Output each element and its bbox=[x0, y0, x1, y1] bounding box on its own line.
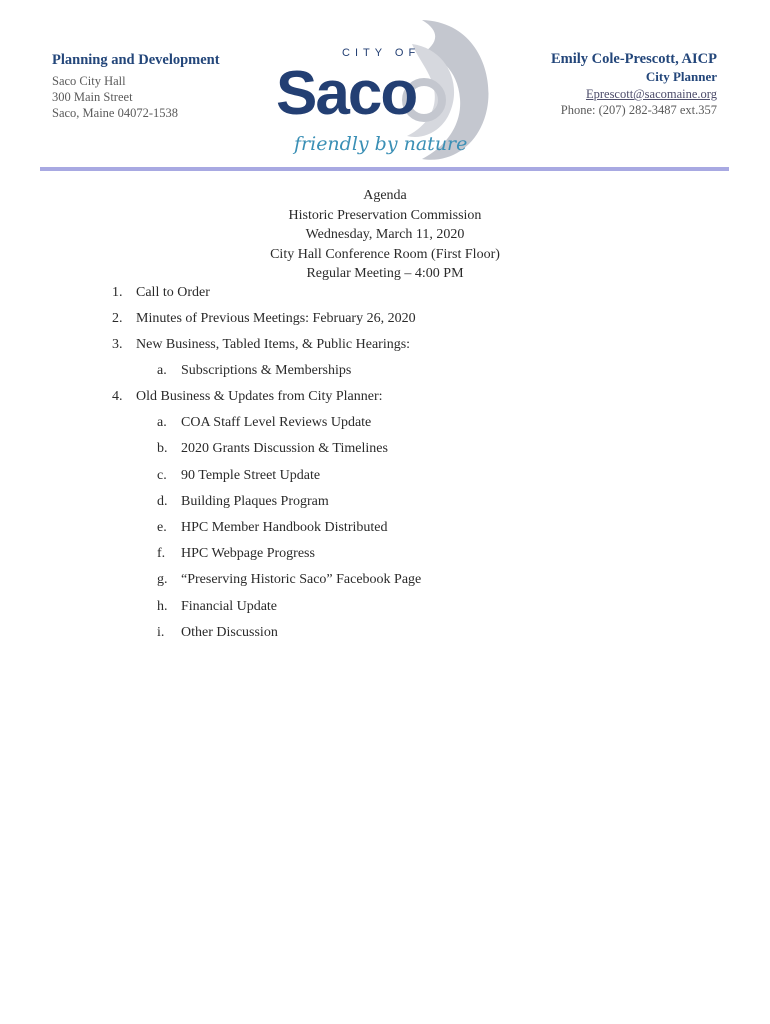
item-text: Old Business & Updates from City Planner: bbox=[136, 389, 383, 405]
subitem-text: HPC Webpage Progress bbox=[181, 546, 315, 562]
agenda-item bbox=[112, 283, 712, 309]
agenda-list bbox=[112, 283, 712, 649]
agenda-subitem bbox=[112, 597, 712, 623]
item-text: Minutes of Previous Meetings: February 26, 2020 bbox=[136, 311, 416, 326]
agenda-subitem bbox=[112, 413, 712, 439]
contact-block bbox=[467, 50, 717, 118]
subitem-letter: a. bbox=[157, 363, 167, 378]
logo-tagline: friendly by nature bbox=[294, 133, 468, 155]
agenda-subitem bbox=[112, 570, 712, 596]
subitem-letter: h. bbox=[157, 598, 168, 614]
meeting-time: Regular Meeting – 4:00 PM bbox=[306, 266, 464, 281]
city-of-saco-logo bbox=[272, 14, 494, 164]
subitem-text: Financial Update bbox=[181, 598, 278, 614]
header-divider bbox=[40, 167, 729, 171]
agenda-item bbox=[112, 335, 712, 361]
item-text: Call to Order bbox=[136, 285, 210, 300]
contact-phone: Phone: (207) 282-3487 ext.357 bbox=[560, 103, 717, 117]
committee-name: Historic Preservation Commission bbox=[288, 207, 482, 223]
subitem-text: “Preserving Historic Saco” Facebook Page bbox=[181, 572, 422, 588]
contact-title: City Planner bbox=[645, 69, 717, 84]
subitem-letter: c. bbox=[157, 467, 167, 483]
logo-name: Saco bbox=[276, 59, 417, 128]
item-number: 4. bbox=[112, 389, 123, 405]
agenda-subitem bbox=[112, 544, 712, 570]
agenda-subitem bbox=[112, 439, 712, 465]
subitem-text: COA Staff Level Reviews Update bbox=[181, 415, 372, 431]
item-text: New Business, Tabled Items, & Public Hearings: bbox=[136, 337, 411, 352]
contact-name: Emily Cole-Prescott, AICP bbox=[550, 51, 717, 67]
agenda-subitem bbox=[112, 466, 712, 492]
logo-top-text: CITY OF bbox=[342, 47, 421, 59]
agenda-subitem bbox=[112, 623, 712, 649]
agenda-subitem bbox=[112, 492, 712, 518]
address-line: Saco City Hall bbox=[52, 74, 126, 88]
subitem-text: HPC Member Handbook Distributed bbox=[181, 519, 388, 535]
agenda-item bbox=[112, 309, 712, 335]
subitem-letter: i. bbox=[157, 624, 165, 640]
subitem-letter: f. bbox=[157, 546, 166, 562]
subitem-text: Other Discussion bbox=[181, 624, 278, 640]
item-number: 1. bbox=[112, 285, 123, 300]
address-line: Saco, Maine 04072-1538 bbox=[52, 106, 179, 120]
subitem-text: Building Plaques Program bbox=[181, 493, 329, 509]
subitem-text: Subscriptions & Memberships bbox=[181, 363, 352, 378]
item-number: 2. bbox=[112, 311, 123, 326]
meeting-date: Wednesday, March 11, 2020 bbox=[305, 227, 465, 242]
subitem-text: 2020 Grants Discussion & Timelines bbox=[181, 441, 388, 457]
department-name: Planning and Development bbox=[52, 52, 220, 68]
agenda-item bbox=[112, 387, 712, 413]
meeting-location: City Hall Conference Room (First Floor) bbox=[270, 246, 500, 262]
subitem-letter: a. bbox=[157, 415, 167, 431]
subitem-letter: d. bbox=[157, 493, 168, 509]
department-block bbox=[52, 52, 282, 121]
subitem-letter: b. bbox=[157, 441, 168, 457]
agenda-title: Agenda bbox=[363, 188, 407, 203]
agenda-subitem bbox=[112, 518, 712, 544]
agenda-subitem bbox=[112, 361, 712, 387]
agenda-heading bbox=[0, 186, 770, 284]
address-line: 300 Main Street bbox=[52, 90, 133, 104]
subitem-letter: g. bbox=[157, 572, 168, 588]
subitem-letter: e. bbox=[157, 519, 167, 535]
contact-email-link[interactable]: Eprescott@sacomaine.org bbox=[585, 87, 717, 101]
item-number: 3. bbox=[112, 337, 123, 352]
subitem-text: 90 Temple Street Update bbox=[181, 467, 321, 483]
